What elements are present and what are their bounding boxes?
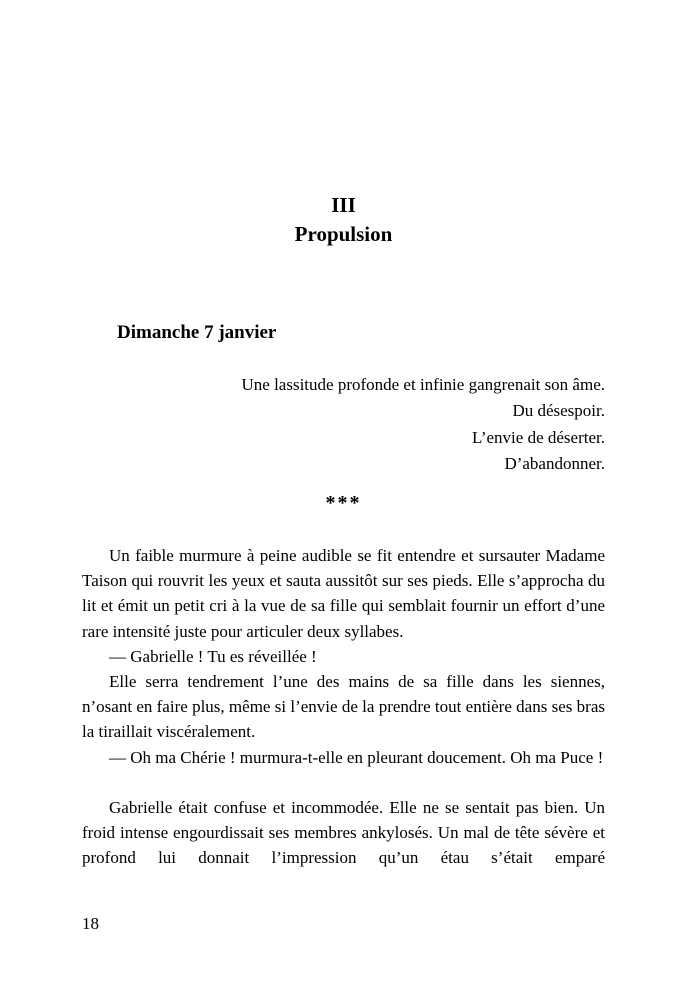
epigraph-line: L’envie de déserter. [472,427,605,447]
epigraph-line: Une lassitude profonde et infinie gangrenait son âme. [241,375,605,394]
epigraph [82,372,605,477]
paragraph: Un faible murmure à peine audible se fit entendre et sursauter Madame Taison qui rouvrit les yeux et sauta aussitôt sur ses pieds. Elle s’approcha du lit et émit un petit cri à la vue de sa fille qui semblait fournir un effort d’une rare intensité juste pour articuler deux syllabes. [82,546,605,641]
body-text [82,543,605,870]
chapter-number: III [331,193,356,217]
section-separator: *** [325,492,362,514]
page-number: 18 [82,914,99,933]
paragraph: Elle serra tendrement l’une des mains de sa fille dans les siennes, n’osant en faire plus, même si l’envie de la prendre tout entière dans ses bras la tiraillait viscéralement. [82,672,605,742]
chapter-heading [82,191,605,249]
dialogue-line: — Oh ma Chérie ! murmura-t-elle en pleurant doucement. Oh ma Puce ! [109,747,604,767]
dialogue-line: — Gabrielle ! Tu es réveillée ! [109,646,317,666]
chapter-title: Propulsion [294,222,393,246]
paragraph: Gabrielle était confuse et incommodée. Elle ne se sentait pas bien. Un froid intense engourdissait ses membres ankylosés. Un mal de tête sévère et profond lui donnait l’impression qu’un étau s’était emparé [82,797,605,868]
date-heading: Dimanche 7 janvier [117,322,277,343]
epigraph-line: Du désespoir. [512,401,605,421]
epigraph-line: D’abandonner. [504,453,605,473]
